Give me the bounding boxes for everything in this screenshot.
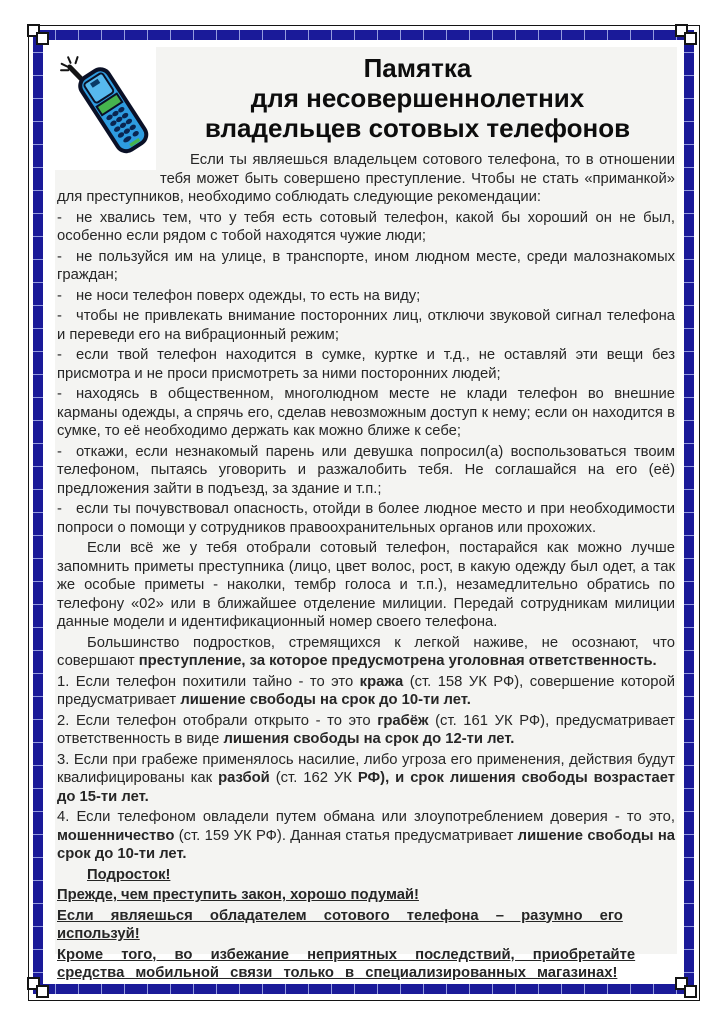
text-run: преступление, за которое предусмотрена уголовная ответственность. — [138, 653, 657, 669]
phone-illustration — [55, 46, 156, 170]
text-run: Прежде, чем преступить закон, хорошо подумай! — [57, 887, 419, 903]
text-run: не хвались тем, что у тебя есть сотовый телефон, какой бы хороший он не был, особенно если рядом с тобой находятся чужие люди; — [57, 209, 675, 244]
paragraph — [57, 209, 675, 246]
paragraph — [57, 751, 675, 807]
text-run: 4. Если телефоном овладели путем обмана или злоупотреблением доверия - то это, — [57, 809, 675, 825]
paragraph — [57, 946, 675, 983]
paragraph — [57, 539, 675, 632]
paragraph — [57, 443, 675, 499]
text-run: Кроме того, во избежание неприятных последствий, приобретайте — [57, 946, 636, 963]
list-dash: - — [57, 287, 62, 304]
paragraph — [57, 634, 675, 671]
list-dash: - — [57, 386, 62, 402]
text-run: Большинство подростков, стремящихся к легкой наживе, не осознают, что совершают — [57, 634, 675, 669]
paragraph — [57, 866, 675, 885]
text-run: лишение свободы на срок до 10-ти лет. — [180, 692, 471, 708]
text-run: разбой — [218, 770, 270, 786]
text-run: грабёж — [377, 712, 429, 729]
text-run: кража — [359, 673, 404, 690]
text-run: мошенничество — [57, 827, 175, 844]
paragraph — [57, 346, 675, 383]
title-line-3: владельцев сотовых телефонов — [204, 113, 631, 143]
frame-band-bottom — [33, 984, 694, 994]
text-run: (ст. 162 УК — [269, 770, 358, 786]
title-line-2: для несовершеннолетних — [250, 83, 585, 113]
text-run: 2. Если телефон отобрали открыто - то это — [57, 712, 378, 729]
frame-corner-ornament — [36, 985, 49, 998]
paragraph — [57, 712, 675, 749]
text-run: если твой телефон находится в сумке, куртке и т.д., не оставляй эти вещи без присмотра и не проси присмотреть за ними посторонних людей; — [57, 347, 675, 382]
document-content — [55, 47, 677, 981]
text-run: Если ты являешься владельцем сотового телефона, то в отношении тебя может быть совершено преступление. Чтобы не стать «приманкой» для преступников, необходимо соблюдать следующие рекомендации: — [57, 152, 675, 205]
text-run: (ст. 159 УК РФ). Данная статья предусматривает — [174, 827, 518, 844]
text-run: Если всё же у тебя отобрали сотовый телефон, постарайся как можно лучше запомнить приметы преступника (лицо, цвет волос, рост, в какую одежду был одет, а так же особые приметы - наколки, тембр голоса и т.п.), незамедлительно обратись по телефону «02» или в ближайшее отделение милиции. Передай сотрудникам милиции данные модели и идентификационный номер своего телефона. — [57, 540, 675, 630]
text-run: не носи телефон поверх одежды, то есть на виду; — [76, 287, 421, 304]
paragraph — [57, 808, 675, 864]
document-body — [57, 151, 675, 983]
frame-band-left — [33, 30, 43, 994]
text-run: находясь в общественном, многолюдном месте не клади телефон во внешние карманы одежды, а спрячь его, сделав невозможным доступ к нему; если он находится в сумке, то её необходимо держать как можно ближе к себе; — [57, 386, 675, 439]
paragraph — [57, 500, 675, 537]
text-run: Подросток! — [87, 866, 171, 883]
list-dash: - — [57, 308, 62, 324]
paragraph — [57, 385, 675, 441]
list-dash: - — [57, 347, 62, 363]
list-dash: - — [57, 209, 62, 226]
paragraph — [57, 248, 675, 285]
frame-corner-ornament — [684, 32, 697, 45]
text-run: откажи, если незнакомый парень или девушка попросил(а) воспользоваться твоим телефоном, пытаясь уговорить и разжалобить тебя. Не соглашайся на его (её) предложения зайти в подъезд, за здание и т.п.; — [57, 443, 675, 497]
text-run: 1. Если телефон похитили тайно - то это — [57, 673, 360, 690]
text-run: используй! — [57, 926, 140, 942]
paragraph — [57, 907, 675, 944]
text-run: лишения свободы на срок до 12-ти лет. — [223, 731, 515, 747]
frame-band-right — [684, 30, 694, 994]
frame-corner-ornament — [684, 985, 697, 998]
text-run: лишение свободы на срок до 10-ти лет. — [57, 827, 675, 862]
text-run: чтобы не привлекать внимание посторонних лиц, отключи звуковой сигнал телефона и переведи его на вибрационный режим; — [57, 308, 675, 343]
frame-corner-ornament — [36, 32, 49, 45]
paragraph — [57, 886, 675, 905]
paragraph — [57, 673, 675, 710]
paragraph — [57, 287, 675, 306]
text-run: 3. Если при грабеже применялось насилие, либо угроза его применения, действия будут квалифицированы как — [57, 751, 675, 786]
cell-phone-clipart-icon — [55, 46, 156, 170]
paragraph — [57, 307, 675, 344]
text-run: (ст. 158 УК РФ), совершение которой предусматривает — [57, 673, 675, 708]
text-run: средства мобильной связи только в специализированных магазинах! — [57, 965, 618, 981]
list-dash: - — [57, 443, 62, 460]
text-run: не пользуйся им на улице, в транспорте, ином людном месте, среди малознакомых граждан; — [57, 248, 675, 283]
frame-band-top — [33, 30, 694, 40]
text-run: РФ), и срок лишения свободы возрастает до 15-ти лет. — [57, 770, 676, 805]
title-line-1: Памятка — [363, 53, 472, 83]
text-run: если ты почувствовал опасность, отойди в более людное место и при необходимости попроси о помощи у сотрудников правоохранительных органов или прохожих. — [57, 501, 675, 536]
text-run: Если являешься обладателем сотового телефона – разумно его — [57, 907, 623, 924]
list-dash: - — [57, 248, 62, 265]
text-run: (ст. 161 УК РФ), предусматривает ответственность в виде — [57, 712, 675, 747]
list-dash: - — [57, 501, 62, 517]
